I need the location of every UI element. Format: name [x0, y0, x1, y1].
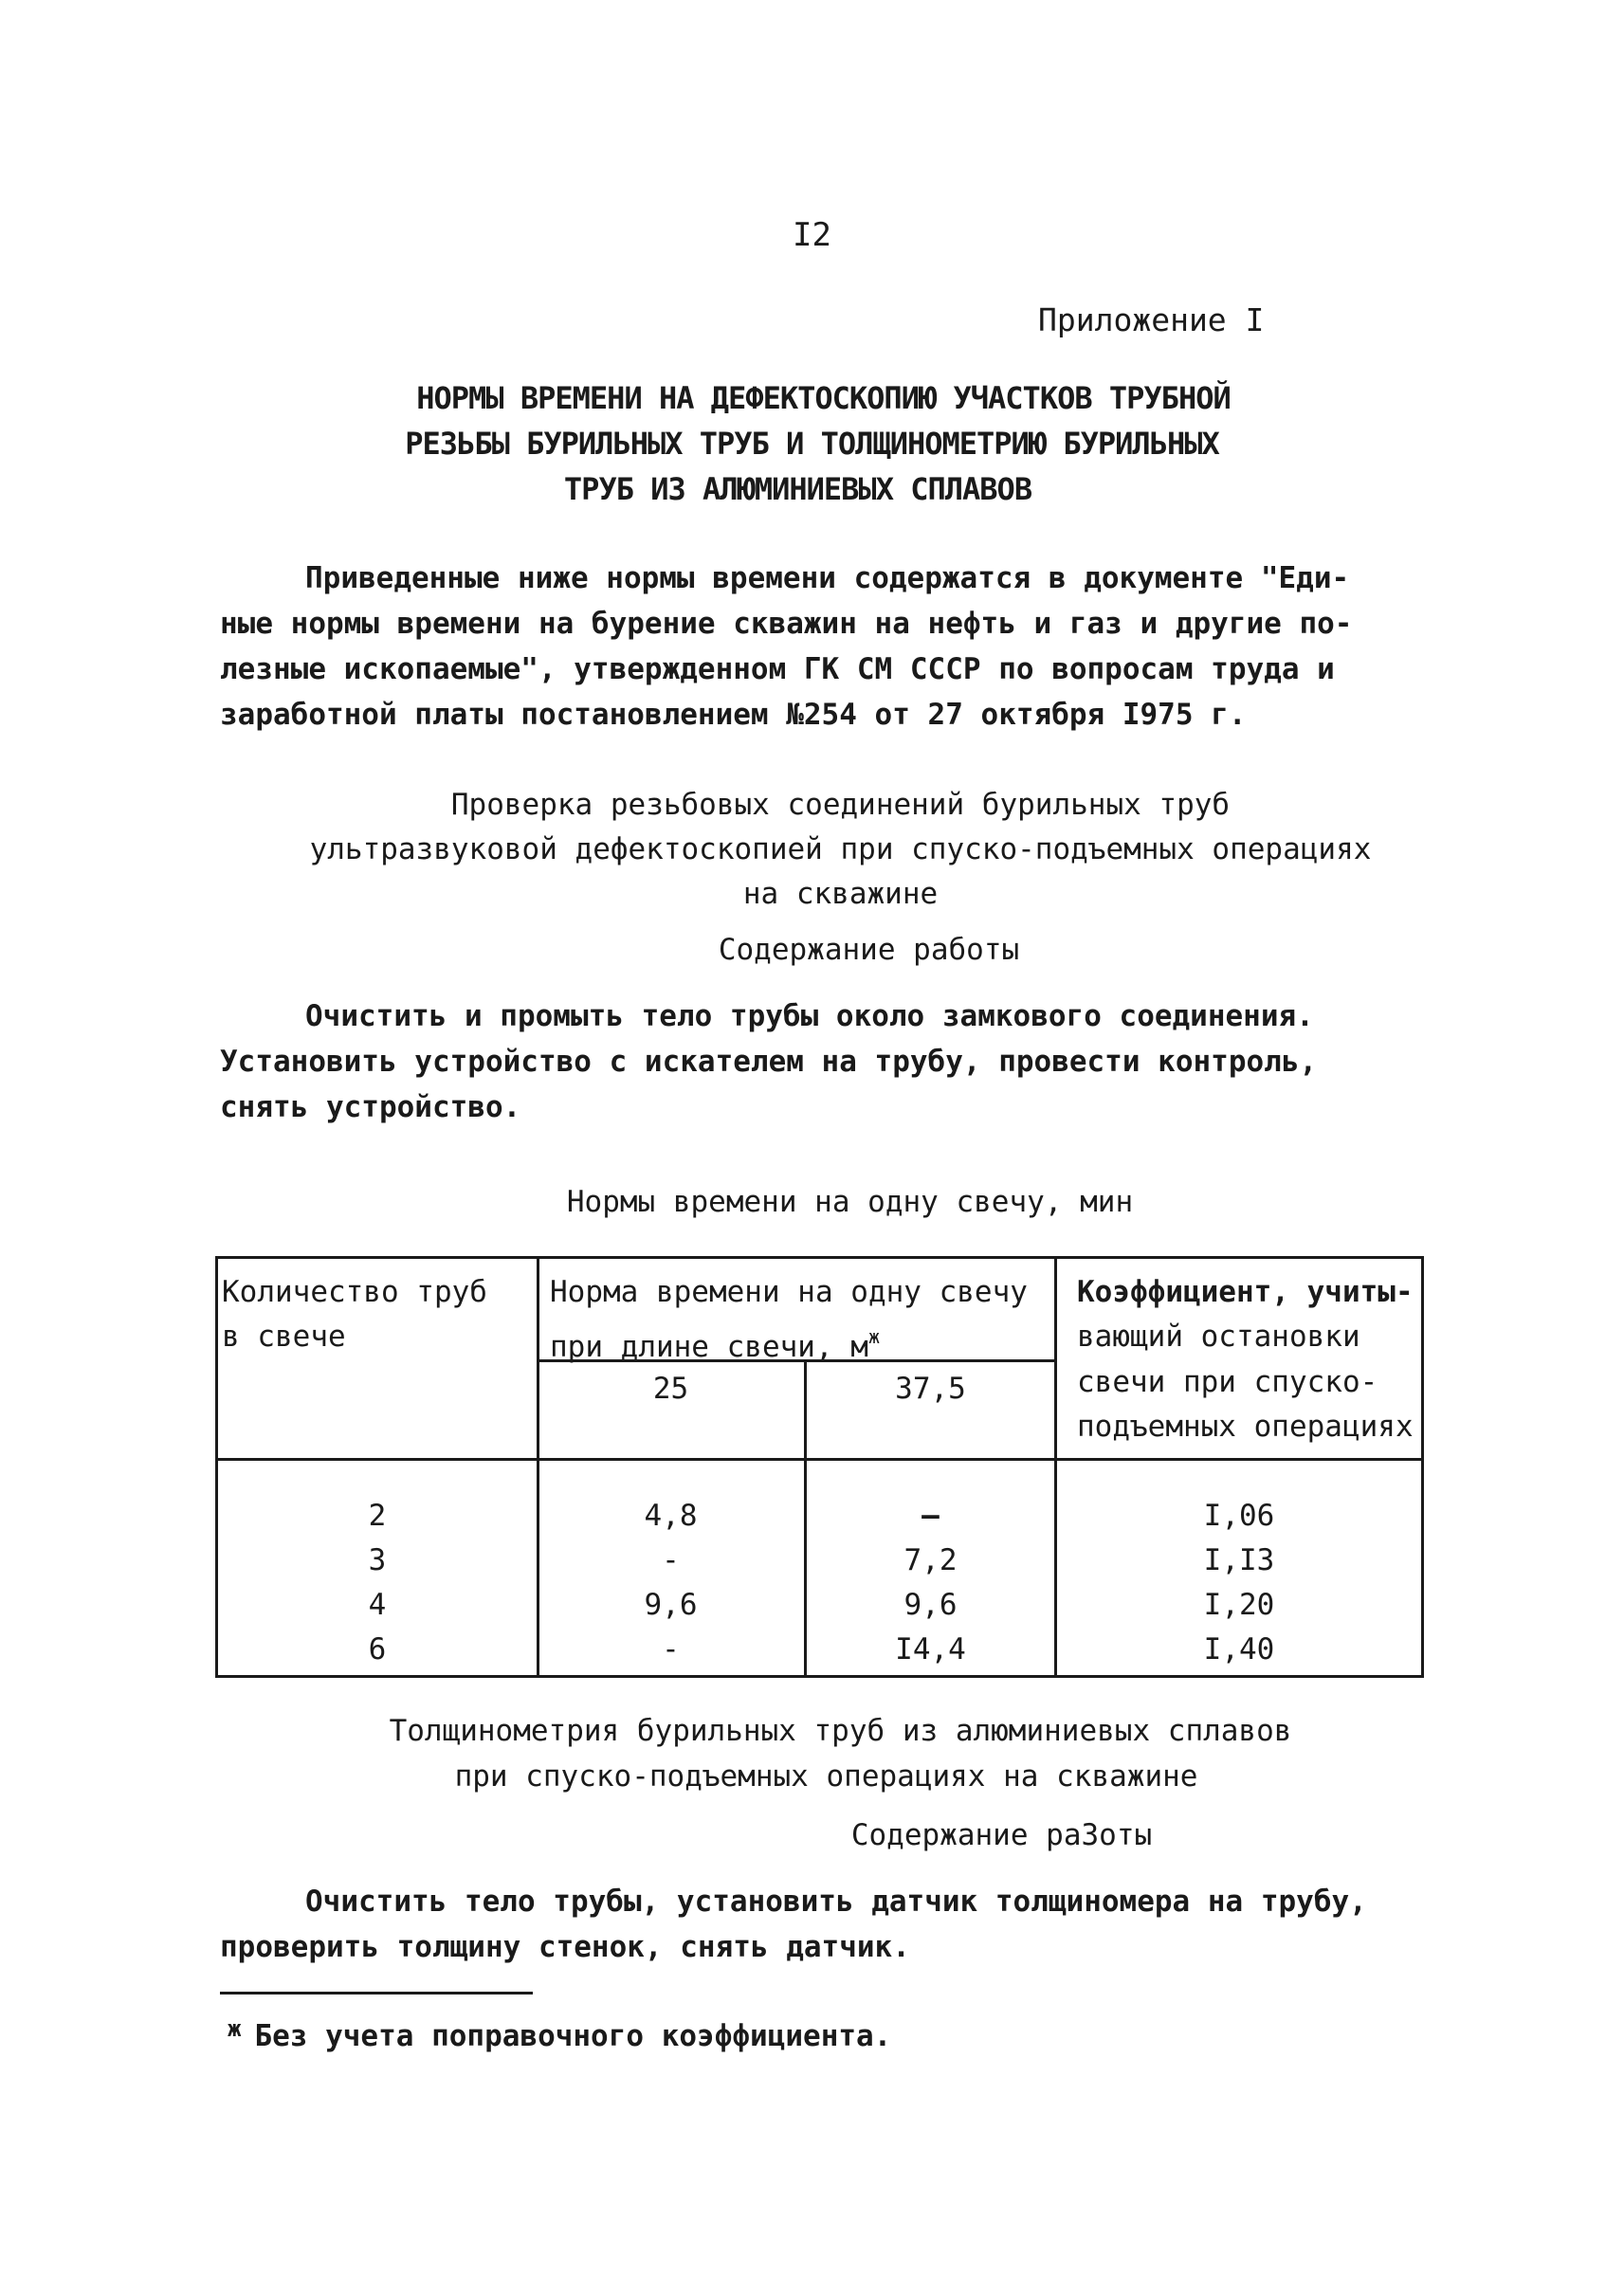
header-norm-time: Норма времени на одну свечу: [550, 1275, 1028, 1309]
section1-title-line: на скважине: [742, 877, 939, 911]
section1-title-line: Проверка резьбовых соединений бурильных труб: [450, 788, 1231, 822]
table-cell-len37: 9,6: [903, 1588, 958, 1622]
section2-body-line: проверить толщину стенок, снять датчик.: [220, 1930, 910, 1964]
section2-title: [0, 1708, 1624, 1799]
table-cell-len37: 7,2: [903, 1543, 958, 1577]
intro-line: Приведенные ниже нормы времени содержатся в документе "Еди-: [305, 561, 1350, 595]
section2-title-line: Толщинометрия бурильных труб из алюминиевых сплавов: [389, 1714, 1292, 1748]
section1-title: [0, 783, 1624, 917]
section1-body-line: Установить устройство с искателем на трубу, провести контроль,: [220, 1045, 1318, 1079]
table-cell-len37: —: [921, 1499, 940, 1533]
header-pipes-count-line2: в свече: [222, 1320, 346, 1354]
header-pipes-count: Количество труб: [222, 1275, 487, 1309]
table-cell-pipes: 3: [368, 1543, 387, 1577]
header-footnote-mark: ж: [867, 1325, 880, 1348]
section2-content-heading: Содержание раЗоты: [850, 1818, 1153, 1852]
intro-line: ные нормы времени на бурение скважин на нефть и газ и другие по-: [220, 607, 1353, 641]
section1-content-heading: Содержание работы: [718, 933, 1020, 967]
footnote-text: Без учета поправочного коэффициента.: [254, 2019, 892, 2053]
page-number: I2: [793, 216, 831, 254]
footnote-mark: ж: [228, 2015, 242, 2042]
section1-body-line: снять устройство.: [220, 1090, 521, 1124]
section1-title-line: ультразвуковой дефектоскопией при спуско-подъемных операциях: [309, 832, 1372, 866]
norms-table: [215, 1256, 1424, 1678]
table-cell-pipes: 4: [368, 1588, 387, 1622]
table-cell-len25: -: [662, 1632, 680, 1667]
table-cell-len37: I4,4: [895, 1632, 966, 1667]
header-coefficient-line2: вающий остановки: [1077, 1320, 1360, 1354]
header-coefficient-line3: свечи при спуско-: [1077, 1365, 1378, 1399]
footnote: [228, 2015, 891, 2053]
section2-body-line: Очистить тело трубы, установить датчик толщиномера на трубу,: [305, 1885, 1367, 1919]
table-cell-pipes: 6: [368, 1632, 387, 1667]
table-cell-len25: 4,8: [644, 1499, 698, 1533]
section1-body: [220, 993, 1396, 1130]
table-cell-len25: -: [662, 1543, 680, 1577]
table-cell-len25: 9,6: [644, 1588, 698, 1622]
header-coefficient: Коэффициент, учиты-: [1077, 1275, 1414, 1309]
intro-paragraph: [220, 556, 1396, 738]
table-cell-coef: I,20: [1203, 1588, 1275, 1622]
header-norm-time-line2: [550, 1315, 880, 1370]
header-length-37-5: 37,5: [895, 1372, 966, 1406]
main-title-line: НОРМЫ ВРЕМЕНИ НА ДЕФЕКТОСКОПИЮ УЧАСТКОВ ТРУБНОЙ: [416, 380, 1231, 416]
section1-body-line: Очистить и промыть тело трубы около замкового соединения.: [305, 999, 1314, 1033]
header-coefficient-line4: подъемных операциях: [1077, 1410, 1414, 1444]
intro-line: лезные ископаемые", утвержденном ГК СМ СССР по вопросам труда и: [220, 652, 1335, 686]
header-length-25: 25: [652, 1372, 689, 1406]
table-divider: [218, 1458, 1421, 1461]
table-caption: Нормы времени на одну свечу, мин: [566, 1185, 1134, 1219]
table-cell-coef: I,06: [1203, 1499, 1275, 1533]
main-title-line: РЕЗЬБЫ БУРИЛЬНЫХ ТРУБ И ТОЛЩИНОМЕТРИЮ БУРИЛЬНЫХ: [405, 426, 1219, 462]
table-cell-coef: I,I3: [1203, 1543, 1275, 1577]
table-cell-coef: I,40: [1203, 1632, 1275, 1667]
main-title: [0, 375, 1624, 512]
section2-title-line: при спуско-подъемных операциях на скважине: [454, 1759, 1198, 1794]
footnote-divider: [220, 1992, 533, 1994]
intro-line: заработной платы постановлением №254 от 27 октября I975 г.: [220, 698, 1247, 732]
main-title-line: ТРУБ ИЗ АЛЮМИНИЕВЫХ СПЛАВОВ: [563, 471, 1032, 507]
table-cell-pipes: 2: [368, 1499, 387, 1533]
appendix-label: Приложение I: [1038, 301, 1265, 338]
section2-body: [220, 1879, 1414, 1970]
header-norm-time-text: при длине свечи, м: [550, 1330, 868, 1364]
